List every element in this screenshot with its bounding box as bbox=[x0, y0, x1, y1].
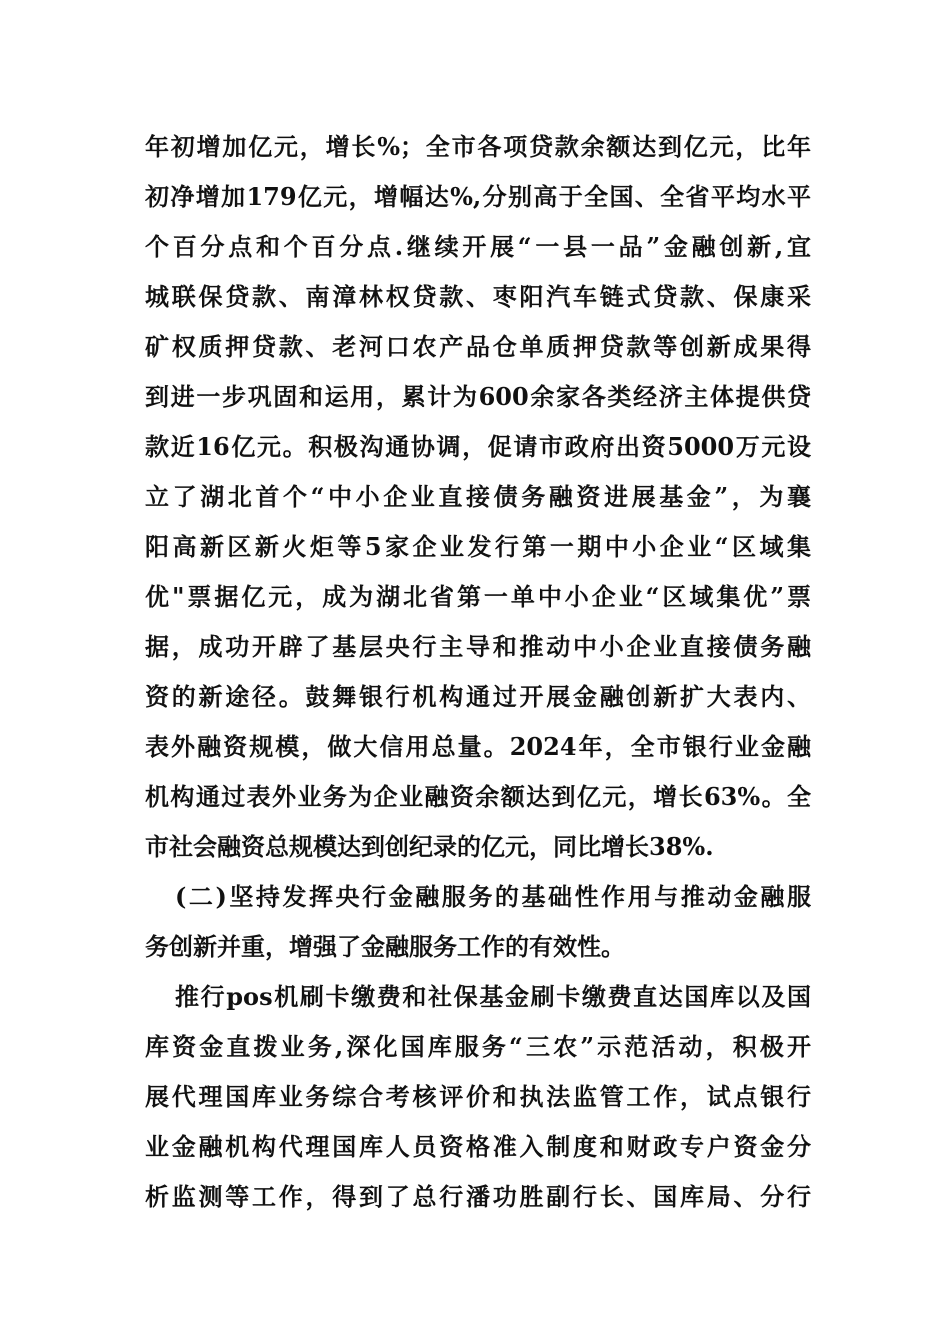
text-line: 优"票据亿元，成为湖北省第一单中小企业“区域集优”票 bbox=[145, 582, 811, 611]
section-heading-line: 务创新并重，增强了金融服务工作的有效性。 bbox=[145, 932, 625, 961]
section-heading-line: (二)坚持发挥央行金融服务的基础性作用与推动金融服 bbox=[175, 882, 811, 911]
text-line: 推行pos机刷卡缴费和社保基金刷卡缴费直达国库以及国 bbox=[175, 982, 811, 1011]
text-line: 到进一步巩固和运用，累计为600余家各类经济主体提供贷 bbox=[145, 382, 811, 411]
text-line: 城联保贷款、南漳林权贷款、枣阳汽车链式贷款、保康采 bbox=[145, 282, 811, 311]
text-line: 资的新途径。鼓舞银行机构通过开展金融创新扩大表内、 bbox=[145, 682, 811, 711]
text-line: 表外融资规模，做大信用总量。2024年，全市银行业金融 bbox=[145, 732, 811, 761]
text-line: 机构通过表外业务为企业融资余额达到亿元，增长63%。全 bbox=[145, 782, 811, 811]
text-line: 立了湖北首个“中小企业直接债务融资进展基金”，为襄 bbox=[145, 482, 811, 511]
text-line: 展代理国库业务综合考核评价和执法监管工作，试点银行 bbox=[145, 1082, 811, 1111]
text-line: 阳高新区新火炬等5家企业发行第一期中小企业“区域集 bbox=[145, 532, 811, 561]
text-line: 款近16亿元。积极沟通协调，促请市政府出资5000万元设 bbox=[145, 432, 811, 461]
text-line: 初净增加179亿元，增幅达%,分别高于全国、全省平均水平 bbox=[145, 182, 811, 211]
text-line: 析监测等工作，得到了总行潘功胜副行长、国库局、分行 bbox=[145, 1182, 811, 1211]
text-line: 业金融机构代理国库人员资格准入制度和财政专户资金分 bbox=[145, 1132, 811, 1161]
text-line: 个百分点和个百分点.继续开展“一县一品”金融创新,宜 bbox=[145, 232, 811, 261]
text-line: 年初增加亿元，增长%；全市各项贷款余额达到亿元，比年 bbox=[145, 132, 811, 161]
text-line: 矿权质押贷款、老河口农产品仓单质押贷款等创新成果得 bbox=[145, 332, 811, 361]
text-line: 据，成功开辟了基层央行主导和推动中小企业直接债务融 bbox=[145, 632, 811, 661]
text-line: 市社会融资总规模达到创纪录的亿元，同比增长38%. bbox=[145, 832, 714, 861]
text-line: 库资金直拨业务,深化国库服务“三农”示范活动，积极开 bbox=[145, 1032, 811, 1061]
